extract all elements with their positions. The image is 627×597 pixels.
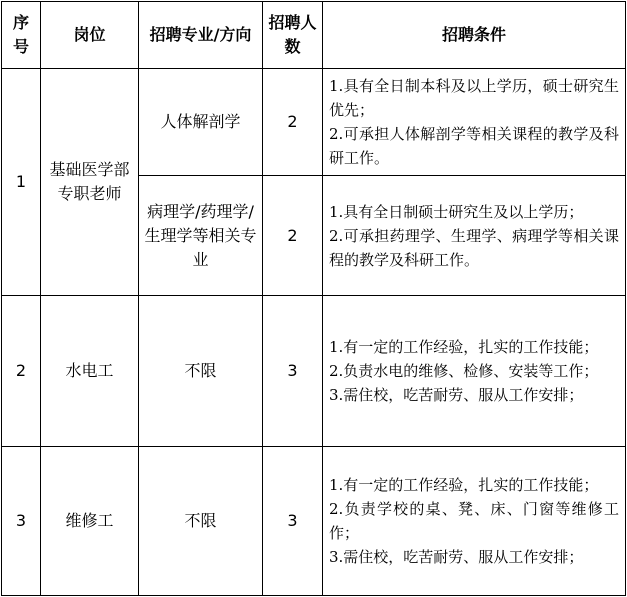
header-seq: 序号 [2,2,41,69]
cell-count: 3 [263,296,323,447]
cell-requirements [323,447,626,596]
header-position: 岗位 [41,2,139,69]
requirement-item: 2.可承担药理学、生理学、病理学等相关课程的教学及科研工作。 [329,226,619,269]
cell-requirements [323,176,626,296]
requirement-item: 1.有一定的工作经验，扎实的工作技能； [329,476,599,494]
header-requirements: 招聘条件 [323,2,626,69]
cell-count: 2 [263,69,323,176]
table-row [2,69,626,176]
requirement-item: 2.负责水电的维修、检修、安装等工作； [329,362,599,380]
header-count: 招聘人数 [263,2,323,69]
cell-position: 水电工 [41,296,139,447]
requirement-item: 1.有一定的工作经验，扎实的工作技能； [329,338,599,356]
table-row [2,447,626,596]
requirement-item: 1.具有全日制硕士研究生及以上学历； [329,202,584,221]
requirement-item: 1.具有全日制本科及以上学历，硕士研究生优先； [329,77,619,119]
cell-major: 不限 [139,296,263,447]
cell-position: 维修工 [41,447,139,596]
header-row [2,2,626,69]
cell-requirements [323,296,626,447]
cell-requirements [323,69,626,176]
table-row [2,296,626,447]
cell-major: 病理学/药理学/生理学等相关专业 [139,176,263,296]
header-major: 招聘专业/方向 [139,2,263,69]
recruitment-table-wrapper [1,1,625,596]
cell-count: 3 [263,447,323,596]
cell-position: 基础医学部专职老师 [41,69,139,296]
cell-seq: 2 [2,296,41,447]
requirement-item: 3.需住校，吃苦耐劳、服从工作安排； [329,548,584,566]
cell-major: 人体解剖学 [139,69,263,176]
cell-seq: 3 [2,447,41,596]
cell-seq: 1 [2,69,41,296]
cell-count: 2 [263,176,323,296]
requirement-item: 3.需住校，吃苦耐劳、服从工作安排； [329,386,584,404]
requirement-item: 2.可承担人体解剖学等相关课程的教学及科研工作。 [329,125,619,167]
cell-major: 不限 [139,447,263,596]
recruitment-table [1,1,626,596]
requirement-item: 2.负责学校的桌、凳、床、门窗等维修工作； [329,500,619,542]
